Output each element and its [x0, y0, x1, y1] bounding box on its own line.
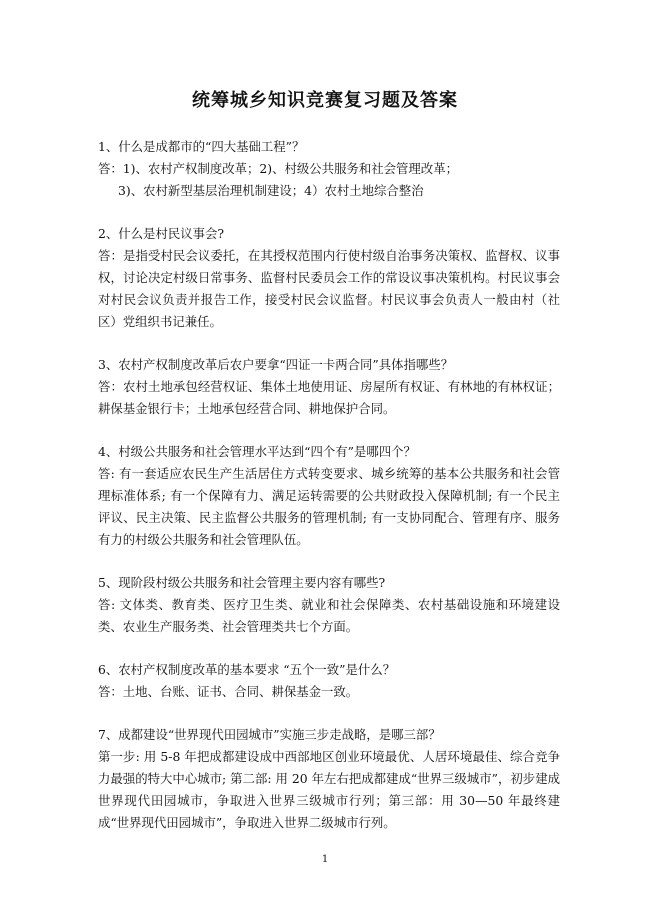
document-title: 统筹城乡知识竞赛复习题及答案	[192, 90, 458, 111]
qa-item-2	[98, 223, 560, 333]
answer-1-line-1: 答：1)、农村产权制度改革；2)、村级公共服务和社会管理改革；	[98, 161, 458, 176]
answer-6: 答：土地、台账、证书、合同、耕保基金一致。	[98, 684, 359, 699]
qa-item-4	[98, 441, 560, 551]
answer-4: 答: 有一套适应农民生产生活居住方式转变要求、城乡统筹的基本公共服务和社会管理标准体系; 有一个保障有力、满足运转需要的公共财政投入保障机制; 有一个民主评议、民主决策、民主监督公共服务的管理机制; 有一支协同配合、管理有序、服务有力的村级公共服务和社会管理队伍。	[98, 466, 560, 547]
question-3: 3、农村产权制度改革后农户要拿“四证一卡两合同”具体指哪些？	[98, 357, 454, 372]
question-2: 2、什么是村民议事会?	[98, 226, 225, 241]
qa-item-6	[98, 659, 560, 703]
answer-3: 答：农村土地承包经营权证、集体土地使用证、房屋所有权证、有林地的有林权证；耕保基金银行卡；土地承包经营合同、耕地保护合同。	[98, 379, 560, 416]
question-6: 6、农村产权制度改革的基本要求 “五个一致”是什么？	[98, 662, 396, 677]
question-4: 4、村级公共服务和社会管理水平达到“四个有”是哪四个？	[98, 444, 416, 459]
qa-item-7	[98, 724, 560, 834]
answer-5: 答: 文体类、教育类、医疗卫生类、就业和社会保障类、农村基础设施和环境建设类、农业生产服务类、社会管理类共七个方面。	[98, 597, 560, 634]
qa-list	[98, 136, 560, 855]
question-7: 7、成都建设“世界现代田园城市”实施三步走战略，是哪三部？	[98, 727, 441, 742]
question-5: 5、现阶段村级公共服务和社会管理主要内容有哪些?	[98, 575, 386, 590]
page-number: 1	[321, 854, 329, 865]
answer-2: 答：是指受村民会议委托，在其授权范围内行使村级自治事务决策权、监督权、议事权，讨论决定村级日常事务、监督村民委员会工作的常设议事决策机构。村民议事会对村民会议负责并报告工作，接受村民会议监督。村民议事会负责人一般由村（社区）党组织书记兼任。	[98, 248, 560, 329]
qa-item-1	[98, 136, 560, 202]
qa-item-5	[98, 572, 560, 638]
question-1: 1、什么是成都市的“四大基础工程”？	[98, 139, 305, 154]
answer-1-line-2: 3)、农村新型基层治理机制建设；4）农村土地综合整治	[118, 183, 424, 198]
qa-item-3	[98, 354, 560, 420]
answer-7: 第一步: 用 5-8 年把成都建设成中西部地区创业环境最优、人居环境最佳、综合竞争力最强的特大中心城市; 第二部: 用 20 年左右把成都建成“世界三级城市”，初步建成世界现代田园城市，争取进入世界三级城市行列；第三部：用 30—50 年最终建成“世界现代田园城市”，争取进入世界二级城市行列。	[98, 749, 560, 830]
